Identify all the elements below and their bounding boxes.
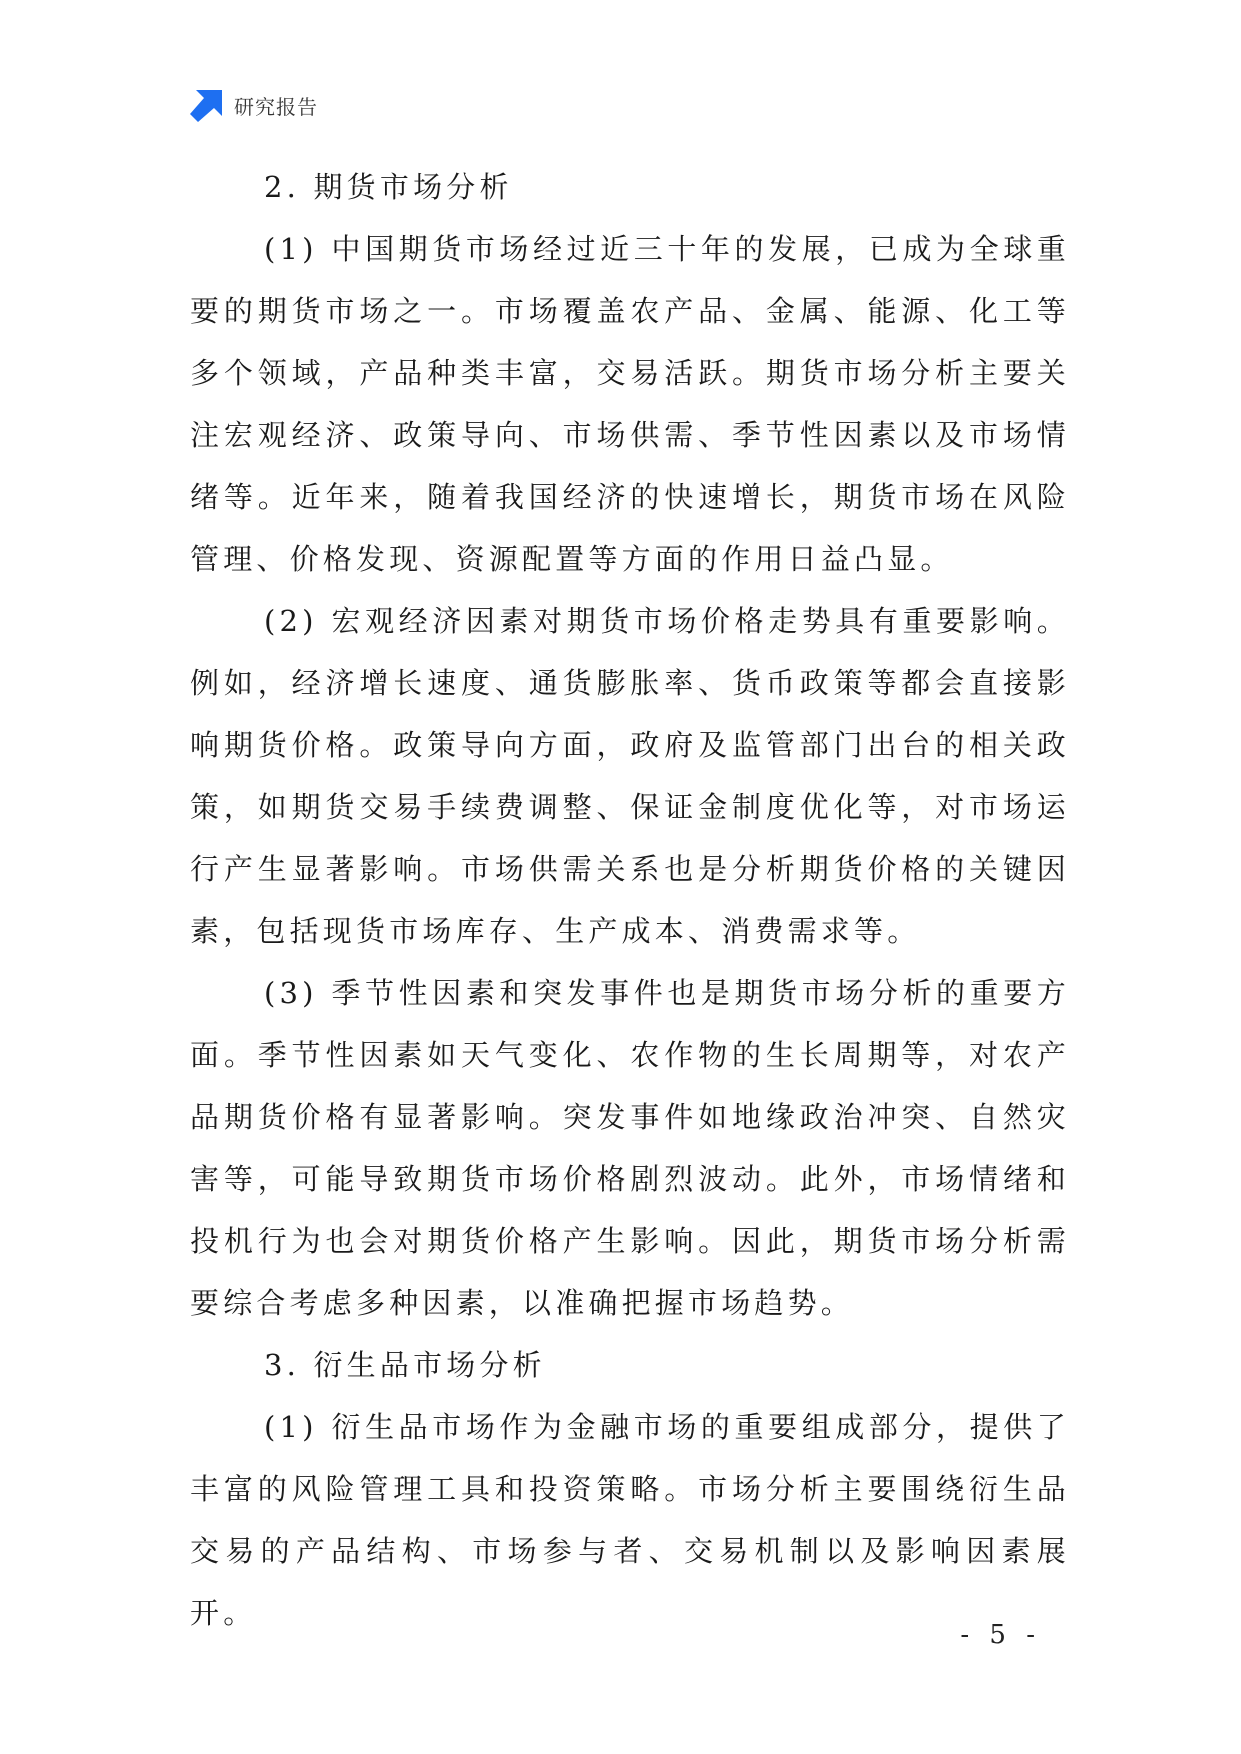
paragraph: (3) 季节性因素和突发事件也是期货市场分析的重要方面。季节性因素如天气变化、农作物的生长周期等，对农产品期货价格有显著影响。突发事件如地缘政治冲突、自然灾害等，可能导致期货市场价格剧烈波动。此外，市场情绪和投机行为也会对期货价格产生影响。因此，期货市场分析需要综合考虑多种因素，以准确把握市场趋势。 (190, 976, 1070, 1320)
paragraph: (2) 宏观经济因素对期货市场价格走势具有重要影响。例如，经济增长速度、通货膨胀率、货币政策等都会直接影响期货价格。政策导向方面，政府及监管部门出台的相关政策，如期货交易手续费调整、保证金制度优化等，对市场运行产生显著影响。市场供需关系也是分析期货价格的关键因素，包括现货市场库存、生产成本、消费需求等。 (190, 604, 1070, 948)
paragraph: (1) 衍生品市场作为金融市场的重要组成部分，提供了丰富的风险管理工具和投资策略。市场分析主要围绕衍生品交易的产品结构、市场参与者、交易机制以及影响因素展开。 (190, 1410, 1070, 1630)
section-heading: 2. 期货市场分析 (264, 170, 513, 204)
header-title: 研究报告 (234, 94, 318, 119)
page-number: - 5 - (960, 1620, 1041, 1650)
section-heading: 3. 衍生品市场分析 (264, 1348, 546, 1382)
paragraph: (1) 中国期货市场经过近三十年的发展，已成为全球重要的期货市场之一。市场覆盖农产品、金属、能源、化工等多个领域，产品种类丰富，交易活跃。期货市场分析主要关注宏观经济、政策导向、市场供需、季节性因素以及市场情绪等。近年来，随着我国经济的快速增长，期货市场在风险管理、价格发现、资源配置等方面的作用日益凸显。 (190, 232, 1070, 576)
arrow-logo-icon (190, 88, 224, 122)
report-header (190, 88, 318, 122)
document-body (190, 156, 1070, 1644)
